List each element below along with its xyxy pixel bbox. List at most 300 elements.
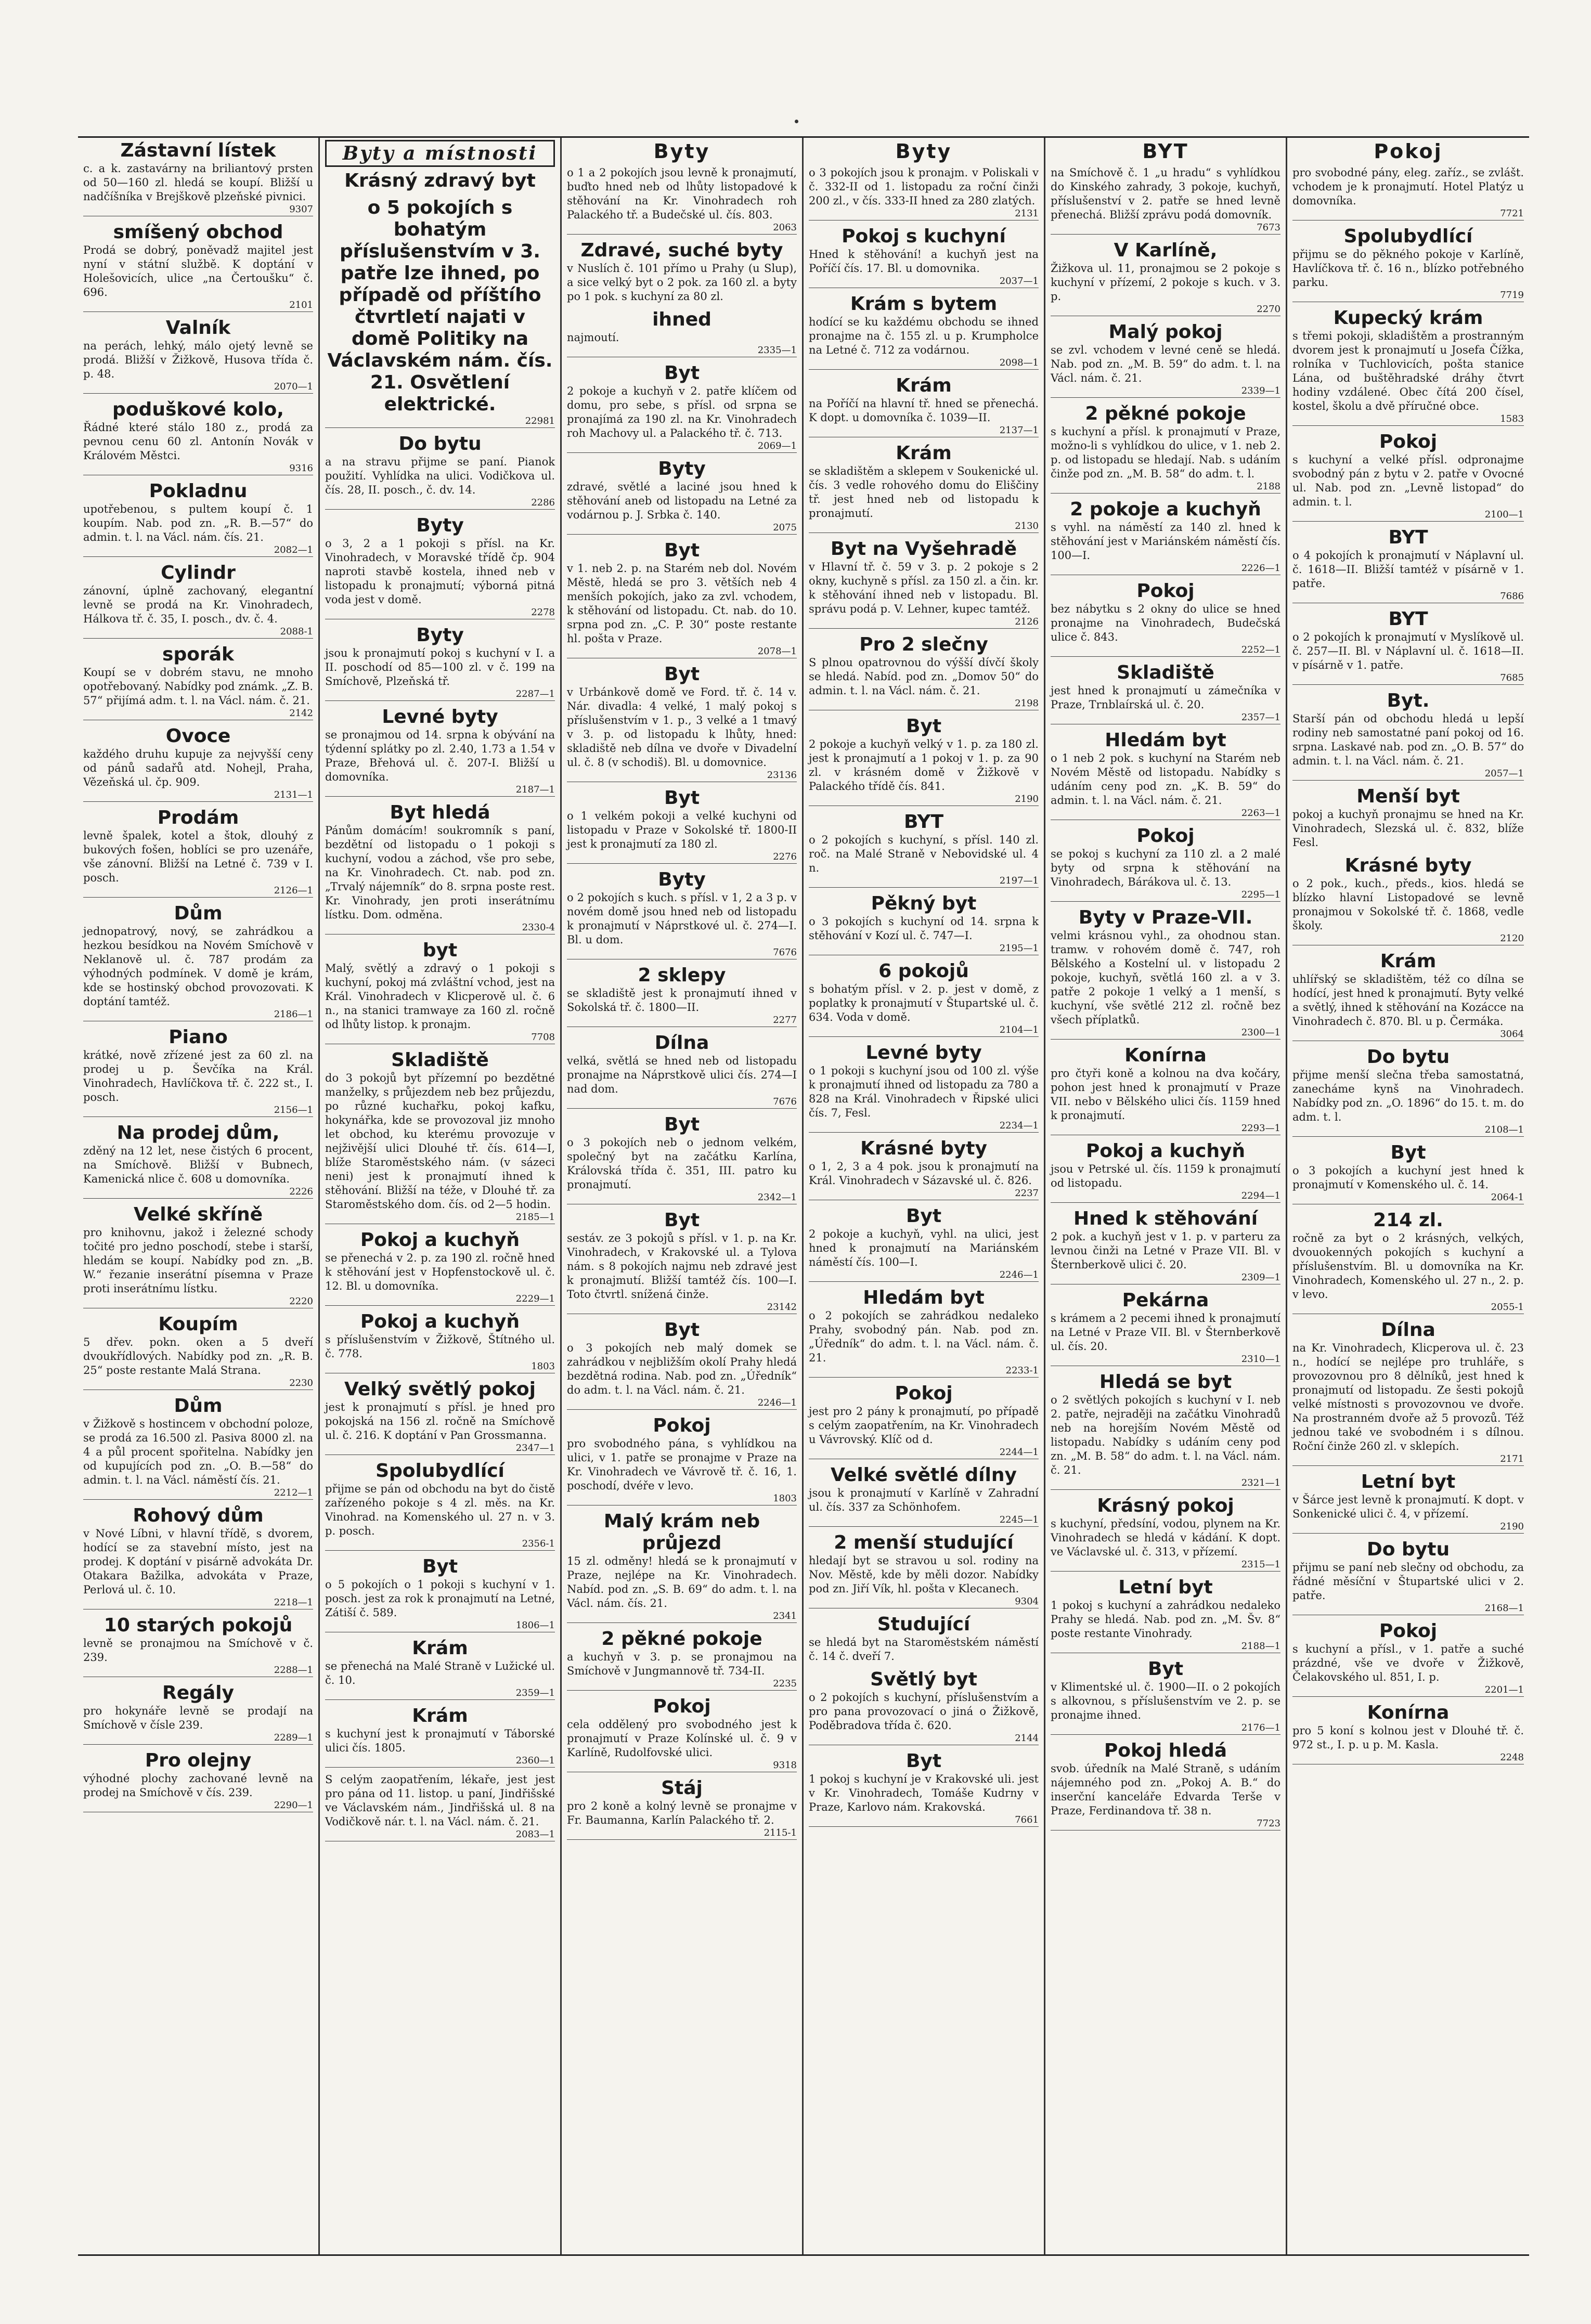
ad-code: 2075	[567, 522, 797, 535]
ad-code: 2357—1	[1051, 712, 1280, 724]
ad-text: sestáv. ze 3 pokojů s přísl. v 1. p. na Kr. Vinohradech, v Krakovské ul. a Tylova nám. s 8 pokojích najmu neb zdravé jest k pronajmutí. Bližší tamtéž čís. 100—I. Toto čtvrtl. snížená činže.	[567, 1232, 797, 1301]
classified-ad	[1292, 608, 1524, 685]
ad-text: s kuchyní a velké přísl. odpronajme svobodný pán z bytu v 2. patře v Ovocné ul. Nab. pod zn. „Levně listopad“ do admin. t. l.	[1292, 453, 1524, 508]
ad-code: 2246—1	[809, 1269, 1039, 1282]
classified-ad	[1292, 431, 1524, 522]
ad-text: velká, světlá se hned neb od listopadu pronajme na Náprstkově ulici čís. 274—I nad dom.	[567, 1055, 797, 1095]
ad-title: 2 pěkné pokoje	[601, 1628, 762, 1650]
ad-text: zděný na 12 let, nese čistých 6 procent, na Smíchově. Bližší v Bubnech, Kamenická nlice č. 608 u domovníka.	[83, 1145, 313, 1185]
classified-ad	[1051, 240, 1280, 316]
classified-ad	[567, 1628, 797, 1691]
ad-text: v Žižkově s hostincem v obchodní poloze, se prodá za 16.500 zl. Pasiva 8000 zl. na 4 a půl procent spořitelna. Nabídky jen od kupujících pod zn. „O. B.—58“ do admin. t. l. na Václ. náměstí čís. 21.	[83, 1418, 313, 1486]
ad-title: Dílna	[654, 1032, 709, 1054]
ad-code: 2286	[325, 497, 555, 510]
ad-text: 5 dřev. pokn. oken a 5 dveří dvoukřídlových. Nabídky pod zn. „R. B. 25“ poste restante Malá Strana.	[83, 1336, 313, 1377]
ad-code: 2083—1	[325, 1829, 555, 1841]
ad-title: Byt	[664, 362, 700, 384]
ad-code: 9304	[809, 1596, 1039, 1608]
ad-title: Dům	[174, 903, 223, 924]
ad-code: 2101	[83, 300, 313, 312]
classified-ad	[325, 1460, 555, 1551]
classified-ad	[325, 940, 555, 1044]
ad-title: Krásné byty	[1344, 855, 1472, 876]
ad-code: 2057—1	[1292, 768, 1524, 781]
ad-title: Pokoj	[1136, 825, 1195, 847]
ad-text: výhodné plochy zachované levně na prodej na Smíchově v čís. 239.	[83, 1772, 313, 1799]
ad-title: Stáj	[661, 1777, 703, 1799]
ad-title: Byt	[664, 787, 700, 809]
ad-title: Byt.	[1387, 690, 1430, 711]
classified-ad	[1051, 907, 1280, 1040]
ad-title: Do bytu	[1366, 1539, 1450, 1560]
ad-title: Byt	[1147, 1658, 1184, 1680]
ad-code: 2137—1	[809, 425, 1039, 437]
ad-title: poduškové kolo,	[112, 399, 284, 420]
ad-code: 1803	[325, 1361, 555, 1373]
classified-ad	[1051, 662, 1280, 724]
ad-text: Prodá se dobrý, poněvadž majitel jest nyní v státní službě. K doptání v Holešovicích, ulice „na Čertoušku“ č. 696.	[83, 244, 313, 298]
ad-code: 7676	[567, 947, 797, 959]
classified-ad	[809, 1042, 1039, 1133]
ad-code: 2342—1	[567, 1192, 797, 1204]
classified-ad	[1051, 321, 1280, 398]
ad-title: 214 zl.	[1373, 1210, 1443, 1231]
ad-code: 2055-1	[1292, 1302, 1524, 1314]
ad-code: 2356-1	[325, 1538, 555, 1551]
ad-text: v Urbánkově domě ve Ford. tř. č. 14 v. Nár. divadla: 4 velké, 1 malý pokoj s příslušenstvím v 1. p., 3 velké a 1 tmavý v 3. p. od listopadu k lhůty, hned: skladiště neb dílna ve dvoře v Divadelní ul. č. 8 (v schodiš). Bl. u domovnice.	[567, 686, 797, 769]
column-header: Byty a místnosti	[325, 140, 555, 167]
ad-title: Byt	[664, 1114, 700, 1135]
classified-ad	[83, 1395, 313, 1500]
classified-ad	[325, 706, 555, 797]
ad-code: 2126—1	[83, 885, 313, 898]
ad-text: o 3 pokojích neb o jednom velkém, společný byt na začátku Karlína, Královská třída č. 351, III. patro ku pronajmutí.	[567, 1136, 797, 1191]
classified-ad	[809, 226, 1039, 288]
ad-text: na Poříčí na hlavní tř. hned se přenechá. K dopt. u domovníka č. 1039—II.	[809, 397, 1039, 424]
classified-ad	[83, 1204, 313, 1308]
ad-text: S celým zaopatřením, lékaře, jest jest pro pána od 11. listop. u paní, Jindřišské ve Václavském nám., Jindřišská ul. 8 na Vodičkově nár. t. l. na Václ. nám. č. 21.	[325, 1773, 555, 1828]
print-dot	[795, 120, 798, 123]
ad-title: Pekárna	[1122, 1290, 1209, 1311]
classified-ad	[83, 481, 313, 557]
ad-code: 2120	[1292, 933, 1524, 945]
ad-text: o 2 pokojích s kuchyní, s přísl. 140 zl. roč. na Malé Straně v Nebovidské ul. 4 n.	[809, 834, 1039, 874]
classified-ad	[83, 1122, 313, 1199]
classified-ad	[1051, 1658, 1280, 1735]
ad-text: na Smíchově č. 1 „u hradu“ s vyhlídkou do Kinského zahrady, 3 pokoje, kuchyň, příslušenství v 2. patře se hned levně přenechá. Bližší zprávu podá domovník.	[1051, 166, 1280, 221]
ad-code: 2070—1	[83, 381, 313, 394]
ad-text: 1 pokoj s kuchyní je v Krakovské uli. jest v Kr. Vinohradech, Tomáše Kudrny v Praze, Karlovo nám. Krakovská.	[809, 1773, 1039, 1813]
ad-code: 2234—1	[809, 1120, 1039, 1133]
ad-code: 2201—1	[1292, 1684, 1524, 1697]
ad-code: 2104—1	[809, 1024, 1039, 1037]
ad-title: Spolubydlící	[1343, 226, 1473, 247]
ad-title: Dům	[174, 1395, 223, 1417]
ad-title: Byt	[422, 1556, 458, 1577]
ad-title: Byty	[416, 625, 464, 646]
ad-code: 2218—1	[83, 1597, 313, 1609]
ad-code: 2289—1	[83, 1732, 313, 1745]
classified-ad	[567, 1210, 797, 1314]
classified-ad	[1292, 1471, 1524, 1534]
classified-ad	[83, 317, 313, 394]
classified-ad	[83, 140, 313, 216]
ad-text: s bohatým přísl. v 2. p. jest v domě, z poplatky k pronajmutí v Štupartské ul. č. 634. Voda v domě.	[809, 983, 1039, 1023]
ad-title: 2 pěkné pokoje	[1085, 403, 1246, 424]
ad-text: na Kr. Vinohradech, Klicperova ul. č. 23 n., hodící se nejlépe pro truhláře, s provozovnou pro 8 dělníků, jest hned k pronajmutí od listopadu. Ze šesti pokojů velké místnosti s provozovnou ve dvoře. Na prostranném dvoře až 5 provozů. Též jednou také ve svobodném i s dílnou. Roční činže 260 zl. v sklepích.	[1292, 1342, 1524, 1452]
classified-ad	[1292, 1210, 1524, 1314]
classified-ad	[325, 1379, 555, 1455]
ad-text: v Šárce jest levně k pronajmutí. K dopt. v Sonkenické ulici č. 4, v přízemí.	[1292, 1494, 1524, 1520]
ad-code: 2276	[567, 851, 797, 864]
ad-title: 6 pokojů	[878, 960, 969, 982]
ad-title: BYT	[1388, 608, 1428, 630]
ad-title: Světlý byt	[870, 1669, 977, 1690]
ad-text: jsou k pronajmutí v Karlíně v Zahradní ul. čís. 337 za Schönhofem.	[809, 1487, 1039, 1513]
ad-text: se skladištěm a sklepem v Soukenické ul. čís. 3 vedle rohového domu do Eliščiny tř. jest hned neb od listopadu k pronajmutí.	[809, 465, 1039, 520]
ad-code: 2248	[1292, 1752, 1524, 1764]
classified-ad	[567, 458, 797, 535]
ad-text: se pronajmou od 14. srpna k obývání na týdenní splátky po zl. 2.40, 1.73 a 1.54 v Praze, Břehová ul. č. 207-I. Bližší u domovníka.	[325, 729, 555, 783]
ad-text: c. a k. zastavárny na briliantový prsten od 50—160 zl. hledá se koupí. Bližší u nadčíšníka v Brejškově plzeňské pivnici.	[83, 162, 313, 203]
classified-ad	[83, 222, 313, 312]
classified-ad	[567, 309, 797, 357]
ad-title: Cylindr	[161, 562, 236, 583]
ad-text: S plnou opatrovnou do výšší dívčí školy se hledá. Nabíd. pod zn. „Domov 50“ do admin. t. l. na Václ. nám. č. 21.	[809, 656, 1039, 697]
classified-ad	[325, 1229, 555, 1306]
ad-text: jednopatrový, nový, se zahrádkou a hezkou besídkou na Novém Smíchově v Neklanově ul. č. 787 prodám za výhodných podmínek. V domě je krám, kde se hostinský obchod provozovati. K doptání tamtéž.	[83, 925, 313, 1008]
ad-text: přijmu se do pěkného pokoje v Karlíně, Havlíčkova tř. č. 16 n., blízko potřebného parku.	[1292, 248, 1524, 289]
classified-ad	[1051, 1290, 1280, 1366]
ad-code: 2341	[567, 1611, 797, 1623]
ad-text: v Nuslích č. 101 přímo u Prahy (u Slup), a sice velký byt o 2 pok. za 160 zl. a byty po 1 pok. s kuchyní za 80 zl.	[567, 262, 797, 303]
ad-text: o 1 pokoji s kuchyní jsou od 100 zl. výše k pronajmutí ihned od listopadu za 780 a 828 na Král. Vinohradech v Řipské ulici čís. 7, Fesl.	[809, 1064, 1039, 1119]
ad-code: 2197—1	[809, 875, 1039, 888]
ad-text: 2 pokoje a kuchyň v 2. patře klíčem od domu, pro sebe, s přísl. od srpna se pronajímá za 190 zl. na Kr. Vinohradech roh Machovy ul. a Palackého tř. č. 713.	[567, 385, 797, 439]
ad-text: o 3 pokojích s kuchyní od 14. srpna k stěhování v Kozí ul. č. 747—I.	[809, 915, 1039, 942]
classified-ad	[567, 1032, 797, 1109]
classified-ad	[809, 1383, 1039, 1459]
column-5	[1045, 138, 1287, 2254]
ad-text: o 3 pokojích jsou k pronajm. v Poliskali v č. 332-II od 1. listopadu za roční činži 200 zl., v čís. 333-II hned za 280 zlatých.	[809, 166, 1039, 207]
classified-ad	[1051, 1577, 1280, 1653]
classified-ad	[83, 903, 313, 1021]
ad-text: najmoutí.	[567, 331, 619, 344]
ad-code: 7708	[325, 1032, 555, 1044]
ad-code: 2294—1	[1051, 1190, 1280, 1203]
ad-text: s příslušenstvím v Žižkově, Štítného ul. č. 778.	[325, 1333, 555, 1360]
ad-code: 1583	[1292, 413, 1524, 426]
classified-ad	[83, 1505, 313, 1609]
ad-title: Hledám byt	[863, 1287, 985, 1308]
ad-title: BYT	[1388, 527, 1428, 548]
ad-text: Malý, světlý a zdravý o 1 pokoji s kuchyní, pokoj má zvláštní vchod, jest na Král. Vinohradech v Klicperově ul. č. 6 n., na stanici tramwaye za 160 zl. ročně od lhůty listop. k pronajm.	[325, 962, 555, 1031]
classified-ad	[809, 1614, 1039, 1664]
classified-ad	[809, 1287, 1039, 1378]
ad-text: pro hokynáře levně se prodají na Smíchově v čísle 239.	[83, 1705, 313, 1731]
ad-code: 23142	[567, 1302, 797, 1314]
ad-code: 7719	[1292, 290, 1524, 302]
ad-title: 2 sklepy	[638, 965, 726, 986]
classified-ad	[325, 1705, 555, 1768]
ad-code: 7686	[1292, 591, 1524, 603]
classified-ad	[1051, 403, 1280, 494]
ad-code: 2278	[325, 607, 555, 619]
classified-ad	[1292, 226, 1524, 302]
ad-code: 2339—1	[1051, 385, 1280, 398]
ad-text: se přenechá na Malé Straně v Lužické ul. č. 10.	[325, 1660, 555, 1686]
ad-title: Krásný zdravý byt	[344, 170, 536, 191]
ad-text: Koupí se v dobrém stavu, ne mnoho opotřebovaný. Nabídky pod známk. „Z. B. 57“ přijímá adm. t. l. na Václ. nám. č. 21.	[83, 666, 313, 707]
classified-ad	[325, 625, 555, 701]
ad-code: 2246—1	[567, 1397, 797, 1410]
ad-title: Byt hledá	[390, 802, 490, 823]
ad-text: v 1. neb 2. p. na Starém neb dol. Novém Městě, hledá se pro 3. větších neb 4 menších pokojích, jako za zvl. vchodem, k stěhování od listopadu. Ct. nab. do 10. srpna pod zn. „C. P. 30“ poste restante hl. pošta v Praze.	[567, 562, 797, 645]
ad-title: Pokoj	[895, 1383, 953, 1404]
column-header: BYT	[1142, 140, 1189, 163]
ad-code: 2188	[1051, 481, 1280, 494]
ad-title: 10 starých pokojů	[104, 1615, 293, 1636]
classified-ad	[1292, 1539, 1524, 1615]
ad-code: 7685	[1292, 672, 1524, 685]
ad-text: s kuchyní a přísl. k pronajmutí v Praze, možno-li s vyhlídkou do ulice, v 1. neb 2. p. od listopadu se hledají. Nab. s udáním činže pod zn. „M. B. 58“ do adm. t. l.	[1051, 425, 1280, 480]
ad-text: se přenechá v 2. p. za 190 zl. ročně hned k stěhování jest v Hopfenstockově ul. č. 12. Bl. u domovníka.	[325, 1252, 555, 1292]
ad-title: Prodám	[157, 807, 239, 828]
classified-ad	[325, 1773, 555, 1841]
ad-code: 2188—1	[1051, 1641, 1280, 1653]
ad-text: zánovní, úplně zachovaný, elegantní levně se prodá na Kr. Vinohradech, Hálkova tř. č. 35, I. posch., dv. č. 4.	[83, 585, 313, 625]
ad-code: 2185—1	[325, 1212, 555, 1224]
ad-text: zdravé, světlé a laciné jsou hned k stěhování aneb od listopadu na Letné za vodárnou p. J. Srbka č. 140.	[567, 481, 797, 521]
ad-code: 2108—1	[1292, 1124, 1524, 1137]
ad-text: o 1 neb 2 pok. s kuchyní na Starém neb Novém Městě od listopadu. Nabídky s udáním ceny pod zn. „K. B. 59“ do admin. t. l. na Václ. nám. č. 21.	[1051, 752, 1280, 807]
ad-code: 2168—1	[1292, 1603, 1524, 1615]
ad-title: Pokoj hledá	[1104, 1740, 1227, 1761]
ad-title: Pokoj	[1379, 1620, 1438, 1642]
ad-title: Hledám byt	[1105, 730, 1226, 751]
classified-ad	[1292, 855, 1524, 945]
classified-ad	[567, 869, 797, 959]
ad-title: Krám	[412, 1705, 468, 1726]
ad-code: 2347—1	[325, 1443, 555, 1455]
ad-title: Byt	[664, 664, 700, 685]
ad-title: Krám	[896, 375, 952, 396]
ad-title: 2 menší studující	[834, 1532, 1014, 1553]
ad-text: Hned k stěhování! a kuchyň jest na Poříčí čís. 17. Bl. u domovnika.	[809, 248, 1039, 275]
ad-code: 7673	[1051, 222, 1280, 235]
ad-text: o 3 pokojích neb malý domek se zahrádkou v nejbližším okolí Prahy hledá bezdětná rodina. Nab. pod zn. „Úředník“ do adm. t. l. na Václ. nám. č. 21.	[567, 1342, 797, 1396]
ad-title: Pokoj s kuchyní	[842, 226, 1006, 247]
classified-ad	[83, 1750, 313, 1812]
ad-title: Valník	[165, 317, 231, 339]
ad-code: 2078—1	[567, 646, 797, 658]
ad-title: Pokoj a kuchyň	[360, 1311, 520, 1332]
ad-text: o 2 pokojích s kuch. s přísl. v 1, 2 a 3 p. v novém domě jsou hned neb od listopadu k pronajmutí v Náprstkové ul. č. 274—I. Bl. u dom.	[567, 891, 797, 946]
ad-text: 15 zl. odměny! hledá se k pronajmutí v Praze, nejlépe na Kr. Vinohradech. Nabíd. pod zn. „S. B. 69“ do adm. t. l. na Václ. nám. čís. 21.	[567, 1555, 797, 1609]
ad-code: 2037—1	[809, 276, 1039, 288]
ad-code: 2226—1	[1051, 563, 1280, 575]
classified-ad	[1292, 166, 1524, 220]
ad-text: o 2 pok., kuch., předs., kios. hledá se blízko hlavní Listopadové se levně pronajmou v Sokolské tř. č. 1868, vedle školy.	[1292, 877, 1524, 932]
classified-ad	[567, 1511, 797, 1623]
classified-ad	[809, 1532, 1039, 1608]
ad-text: se pokoj s kuchyní za 110 zl. a 2 malé byty od srpna k stěhování na Vinohradech, Bárákova ul. č. 13.	[1051, 848, 1280, 888]
ad-code: 2252—1	[1051, 644, 1280, 657]
classified-ad	[809, 1138, 1039, 1200]
classified-ad	[1292, 1702, 1524, 1764]
ad-text: v Hlavní tř. č. 59 v 3. p. 2 pokoje s 2 okny, kuchyně s přísl. za 150 zl. a čin. kr. k stěhování ihned neb v listopadu. Bl. správu podá p. V. Lehner, kupec tamtéž.	[809, 561, 1039, 615]
classified-ad	[1051, 730, 1280, 820]
ad-text: krátké, nově zřízené jest za 60 zl. na prodej u p. Ševčíka na Král. Vinohradech, Havlíčkova tř. č. 222 st., I. posch.	[83, 1049, 313, 1103]
ad-code: 2187—1	[325, 784, 555, 797]
classified-ad	[1292, 786, 1524, 850]
ad-title: Rohový dům	[133, 1505, 264, 1526]
classified-ad	[83, 644, 313, 720]
ad-text: s třemi pokoji, skladištěm a prostranným dvorem jest k pronajmutí u Josefa Čížka, rolníka v Tuchlovicích, pošta stanice Lána, od buštěhradské dráhy čtvrt hodiny vzdálené. Obec čítá 200 čísel, kostel, školu a dvě příručné obce.	[1292, 330, 1524, 412]
ad-code: 2310—1	[1051, 1354, 1280, 1366]
ad-code: 2098—1	[809, 357, 1039, 370]
ad-code: 23136	[567, 770, 797, 782]
classified-ad	[1051, 825, 1280, 902]
ad-title: Pro 2 slečny	[859, 634, 988, 655]
ad-title: Letní byt	[1118, 1577, 1213, 1598]
classified-ad	[325, 1049, 555, 1224]
classified-ad	[567, 1319, 797, 1410]
classified-ad	[809, 893, 1039, 955]
ad-code: 3064	[1292, 1029, 1524, 1041]
ad-title: Byt	[906, 1750, 942, 1772]
ad-code: 2156—1	[83, 1105, 313, 1117]
ad-code: 2063	[567, 222, 797, 235]
ad-title: Malý pokoj	[1108, 321, 1223, 343]
ad-title: Krám s bytem	[850, 293, 998, 315]
classified-ad	[567, 240, 797, 304]
ad-title: Pokoj	[1379, 431, 1438, 452]
ad-text: o 2 světlých pokojích s kuchyní v I. neb 2. patře, nejraději na začátku Vinohradů neb na horejším Novém Městě od listopadu. Nabídky s udáním ceny pod zn. „M. B. 58“ do adm. t. l. na Václ. nám. č. 21.	[1051, 1394, 1280, 1476]
classified-ad	[809, 443, 1039, 533]
ad-title: Do bytu	[1366, 1046, 1450, 1068]
ad-text: na perách, lehký, málo ojetý levně se prodá. Bližší v Žižkově, Husova třída č. p. 48.	[83, 340, 313, 380]
ad-title: Byt	[664, 1319, 700, 1341]
ad-title: Velký světlý pokoj	[344, 1379, 536, 1400]
classified-ad	[325, 802, 555, 934]
classified-ad	[567, 540, 797, 658]
ad-text: uhlířský se skladištěm, též co dílna se hodící, jest hned k pronajmutí. Byty velké a světlý, ihned k stěhování na Kozácce na Vinohradech č. 870. Bl. u p. Čermáka.	[1292, 973, 1524, 1028]
classified-ad	[325, 515, 555, 619]
ad-text: a na stravu přijme se paní. Pianok použití. Vyhlídka na ulici. Vodičkova ul. čís. 28, II. posch., č. dv. 14.	[325, 456, 555, 496]
classified-ad	[809, 538, 1039, 629]
classified-ad	[83, 562, 313, 639]
ad-code: 2230	[83, 1378, 313, 1390]
ad-title: Krám	[896, 443, 952, 464]
classified-ad	[567, 1696, 797, 1772]
ad-code: 2245—1	[809, 1514, 1039, 1527]
classified-ad	[325, 1556, 555, 1632]
ad-title: Krám	[1380, 951, 1437, 972]
ad-code: 2359—1	[325, 1687, 555, 1700]
ad-code: 2088-1	[83, 626, 313, 639]
ad-text: pro čtyři koně a kolnou na dva kočáry, pohon jest hned k pronajmutí v Praze VII. nebo v Bělského ulici čís. 1159 hned k pronajmutí.	[1051, 1067, 1280, 1122]
ad-code: 2064-1	[1292, 1192, 1524, 1204]
ad-code: 2237	[809, 1188, 1039, 1200]
classified-ad	[809, 375, 1039, 437]
ad-code: 1803	[567, 1493, 797, 1505]
ad-code: 2220	[83, 1296, 313, 1308]
ad-code: 2171	[1292, 1453, 1524, 1466]
classified-ad	[1292, 951, 1524, 1041]
ad-text: pro 5 koní s kolnou jest v Dlouhé tř. č. 972 st., I. p. u p. M. Kasla.	[1292, 1724, 1524, 1751]
ad-text: cela oddělený pro svobodného jest k pronajmutí v Praze Kolínské ul. č. 9 v Karlíně, Rudolfovské ulici.	[567, 1718, 797, 1759]
ad-title: BYT	[903, 811, 944, 833]
ad-code: 2100—1	[1292, 509, 1524, 522]
classified-ad	[83, 1027, 313, 1117]
ad-text: upotřebenou, s pultem koupí č. 1 koupím. Nab. pod zn. „R. B.—57“ do admin. t. l. na Václ. nám. čís. 21.	[83, 503, 313, 543]
ad-code: 9316	[83, 463, 313, 475]
column-2	[320, 138, 562, 2254]
ad-title: Byty	[658, 458, 706, 479]
ad-code: 2176—1	[1051, 1722, 1280, 1735]
column-header: Pokoj	[1374, 140, 1443, 163]
classified-ad	[1051, 1495, 1280, 1572]
ad-title: Pokoj	[1136, 580, 1195, 602]
ad-text: levně špalek, kotel a štok, dlouhý z bukových fošen, hoblíci se pro uzenáře, vše zánovní. Bližší na Letné č. 739 v I. posch.	[83, 829, 313, 884]
ad-title: Velké světlé dílny	[831, 1464, 1017, 1486]
ad-title: Spolubydlící	[376, 1460, 505, 1482]
classified-ad	[809, 1205, 1039, 1282]
ad-text: o 2 pokojích k pronajmutí v Myslíkově ul. č. 257—II. Bl. v Náplavní ul. č. 1618—II. v písárně v 1. patře.	[1292, 631, 1524, 671]
ad-text: přijme menší slečna třeba samostatná, zanecháme kynš na Vinohradech. Nabídky pod zn. „O. 1896“ do 15. t. m. do adm. t. l.	[1292, 1069, 1524, 1123]
ad-code: 2287—1	[325, 689, 555, 701]
classified-ad	[567, 362, 797, 453]
ad-code: 2335—1	[567, 345, 797, 357]
ad-title: Pokoj a kuchyň	[360, 1229, 520, 1251]
ad-text: se skladiště jest k pronajmutí ihned v Sokolská tř. č. 1800—II.	[567, 987, 797, 1014]
classified-ad	[1292, 527, 1524, 603]
ad-code: 2115-1	[567, 1827, 797, 1840]
ad-code: 2131—1	[83, 789, 313, 802]
ad-text: jest hned k pronajmutí u zámečníka v Praze, Trnblaírská ul. č. 20.	[1051, 684, 1280, 711]
classified-ad	[809, 1750, 1039, 1827]
classified-ad	[325, 1311, 555, 1373]
ad-title: ihned	[652, 309, 712, 330]
classified-ad	[1292, 1620, 1524, 1697]
ad-title: Byt	[906, 1205, 942, 1227]
ad-title: V Karlíně,	[1114, 240, 1218, 261]
classified-ad	[83, 1615, 313, 1677]
ad-code: 7676	[567, 1096, 797, 1109]
ad-title: Byty	[658, 869, 706, 890]
column-4	[804, 138, 1045, 2254]
ad-code: 2288—1	[83, 1665, 313, 1677]
ad-text: levně se pronajmou na Smíchově v č. 239.	[83, 1637, 313, 1664]
ad-title: Byty v Praze-VII.	[1078, 907, 1253, 928]
ad-text: jsou v Petrské ul. čís. 1159 k pronajmutí od listopadu.	[1051, 1163, 1280, 1189]
ad-text: pro svobodné pány, eleg. zaříz., se zvlášt. vchodem je k pronajmutí. Hotel Platýz u domovníka.	[1292, 166, 1524, 207]
ad-title: Konírna	[1367, 1702, 1450, 1723]
ad-code: 2142	[83, 708, 313, 720]
ad-text: o 3, 2 a 1 pokoji s přísl. na Kr. Vinohradech, v Moravské třídě čp. 904 naproti stavbě kostela, ihned neb v listopadu k pronajmutí; výborná pitná voda jest v domě.	[325, 537, 555, 606]
ad-text: s vyhl. na náměstí za 140 zl. hned k stěhování jest v Mariánském náměstí čís. 100—I.	[1051, 521, 1280, 562]
classified-ad	[83, 725, 313, 802]
column-3	[562, 138, 804, 2254]
ad-title: byt	[422, 940, 458, 961]
ad-text: přijmu se paní neb slečny od obchodu, za řádné měsíční v Štupartské ulici v 2. patře.	[1292, 1561, 1524, 1602]
ad-title: Krásné byty	[860, 1138, 987, 1159]
ad-text: o 3 pokojích a kuchyní jest hned k pronajmutí v Komenského ul. č. 14.	[1292, 1164, 1524, 1191]
ad-title: Letní byt	[1361, 1471, 1456, 1492]
ad-code: 22981	[325, 416, 555, 428]
ad-title: Hledá se byt	[1099, 1371, 1232, 1393]
